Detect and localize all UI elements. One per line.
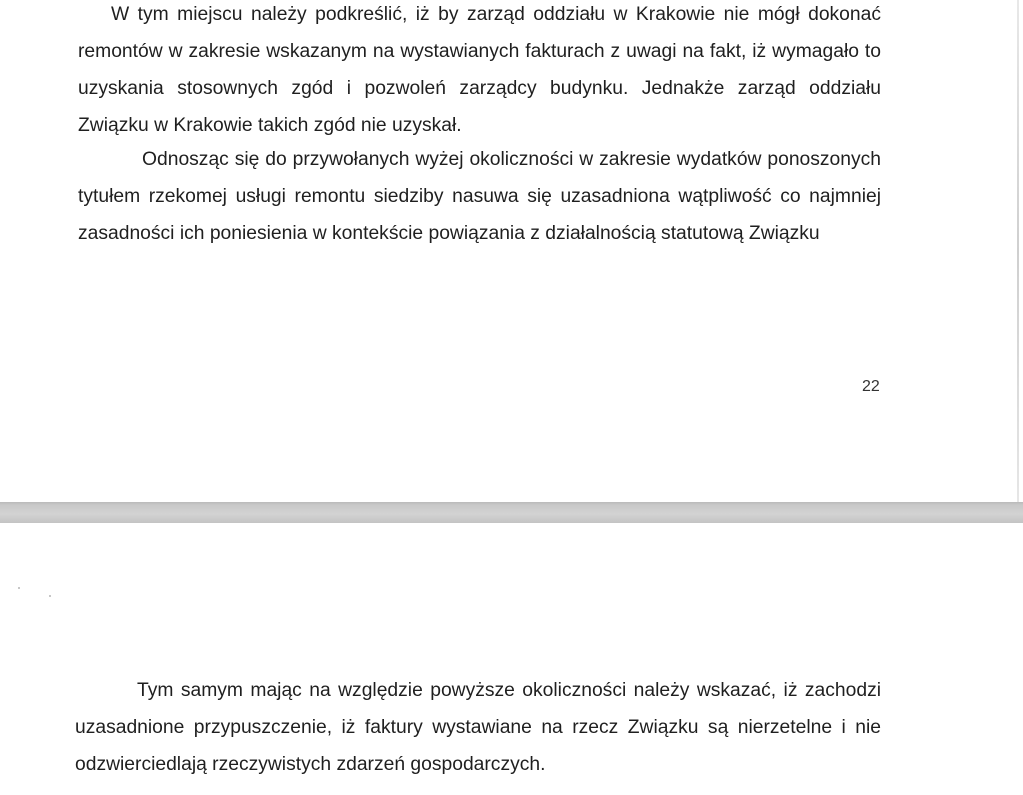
paragraph: W tym miejscu należy podkreślić, iż by zarząd oddziału w Krakowie nie mógł dokonać remontów w zakresie wskazanym na wystawianych fakturach z uwagi na fakt, iż wymagało to uzyskania stosownych zgód i pozwoleń zarządcy budynku. Jednakże zarząd oddziału Związku w Krakowie takich zgód nie uzyskał. bbox=[78, 4, 881, 136]
page-number: 22 bbox=[862, 378, 880, 395]
document-page bbox=[0, 523, 1023, 795]
paragraph: Odnosząc się do przywołanych wyżej okoliczności w zakresie wydatków ponoszonych tytułem rzekomej usługi remontu siedziby nasuwa się uzasadniona wątpliwość co najmniej zasadności ich poniesienia w kontekście powiązania z działalnością statutową Związku bbox=[78, 149, 881, 244]
paragraph: Tym samym mając na względzie powyższe okoliczności należy wskazać, iż zachodzi uzasadnione przypuszczenie, iż faktury wystawiane na rzecz Związku są nierzetelne i nie odzwierciedlają rzeczywistych zdarzeń gospodarczych. bbox=[75, 680, 881, 775]
scan-speck bbox=[49, 595, 51, 597]
page-separator bbox=[0, 502, 1023, 523]
scan-speck bbox=[18, 587, 20, 589]
